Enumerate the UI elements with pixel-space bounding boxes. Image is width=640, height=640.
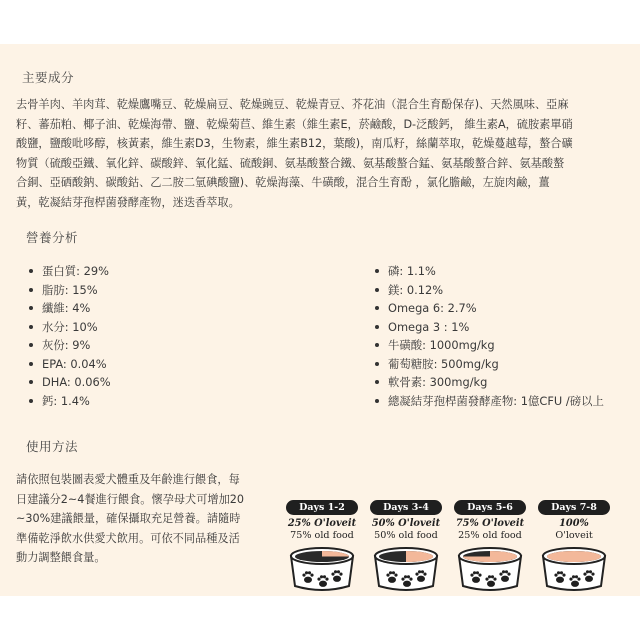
days-badge: Days 1-2 <box>286 500 358 515</box>
food-bowl-icon <box>538 546 610 594</box>
nutrition-item: 鎂: 0.12% <box>374 281 604 300</box>
transition-card-days-7-8 <box>534 500 614 594</box>
food-bowl-icon <box>454 546 526 594</box>
nutrition-item: 纖維: 4% <box>28 299 111 318</box>
new-food-ratio: 100% <box>559 518 589 529</box>
nutrition-item: 總凝結芽孢桿菌發酵產物: 1億CFU /磅以上 <box>374 392 604 411</box>
transition-card-days-1-2 <box>282 500 362 594</box>
usage-heading: 使用方法 <box>26 439 79 454</box>
old-food-ratio: O'loveit <box>555 530 593 541</box>
usage-text: 請依照包裝圖表愛犬體重及年齡進行餵食，每 日建議分2~4餐進行餵食。懷孕母犬可增加20 ~30%建議餵量，確保攝取充足營養。請隨時 準備乾淨飲水供愛犬飲用。可依不同品種及活 動力調整餵食量。 <box>16 473 245 565</box>
old-food-ratio: 75% old food <box>290 530 354 541</box>
nutrition-item: 葡萄糖胺: 500mg/kg <box>374 355 604 374</box>
days-badge: Days 3-4 <box>370 500 442 515</box>
nutrition-heading: 營養分析 <box>26 230 79 245</box>
nutrition-item: 磷: 1.1% <box>374 262 604 281</box>
ingredients-heading: 主要成分 <box>22 70 75 85</box>
nutrition-item: DHA: 0.06% <box>28 373 111 392</box>
nutrition-item: 蛋白質: 29% <box>28 262 111 281</box>
nutrition-item: 軟骨素: 300mg/kg <box>374 373 604 392</box>
transition-card-days-3-4 <box>366 500 446 594</box>
new-food-ratio: 50% O'loveit <box>371 518 441 529</box>
new-food-ratio: 75% O'loveit <box>455 518 525 529</box>
old-food-ratio: 50% old food <box>374 530 438 541</box>
nutrition-list-left <box>28 262 111 410</box>
ingredients-text: 去骨羊肉、羊肉茸、乾燥鷹嘴豆、乾燥扁豆、乾燥豌豆、乾燥青豆、芥花油（混合生育酚保存)、天然風味、亞麻 籽、蕃茄粕、椰子油、乾燥海帶、鹽、乾燥菊苣、維生素（維生素E，菸鹼酸，D-泛酸鈣， 維生素A，硫胺素單硝 酸鹽，鹽酸吡哆醇，核黃素，維生素D3，生物素，維生素B12，葉酸)，南瓜籽，絲蘭萃取，乾燥蔓越莓，螯合礦 物質（硫酸亞鐵、氧化鋅、碳酸鋅、氧化錳、硫酸銅、氨基酸螯合鐵、氨基酸螯合錳、氨基酸螯合鋅、氨基酸螯 合銅、亞硒酸鈉、碳酸鈷、乙二胺二氫碘酸鹽)、乾燥海藻、牛磺酸，混合生育酚 ，氯化膽鹼，左旋肉鹼，薑 黃，乾凝結芽孢桿菌發酵產物，迷迭香萃取。 <box>16 98 573 209</box>
nutrition-item: 灰份: 9% <box>28 336 111 355</box>
new-food-ratio: 25% O'loveit <box>287 518 357 529</box>
food-bowl-icon <box>370 546 442 594</box>
nutrition-item: 鈣: 1.4% <box>28 392 111 411</box>
days-badge: Days 5-6 <box>454 500 526 515</box>
nutrition-item: Omega 6: 2.7% <box>374 299 604 318</box>
new-food-fill <box>547 551 601 562</box>
nutrition-item: Omega 3 : 1% <box>374 318 604 337</box>
nutrition-item: 脂肪: 15% <box>28 281 111 300</box>
nutrition-item: EPA: 0.04% <box>28 355 111 374</box>
nutrition-item: 牛磺酸: 1000mg/kg <box>374 336 604 355</box>
transition-card-days-5-6 <box>450 500 530 594</box>
food-bowl-icon <box>286 546 358 594</box>
nutrition-item: 水分: 10% <box>28 318 111 337</box>
days-badge: Days 7-8 <box>538 500 610 515</box>
nutrition-list-right <box>374 262 604 410</box>
old-food-ratio: 25% old food <box>458 530 522 541</box>
